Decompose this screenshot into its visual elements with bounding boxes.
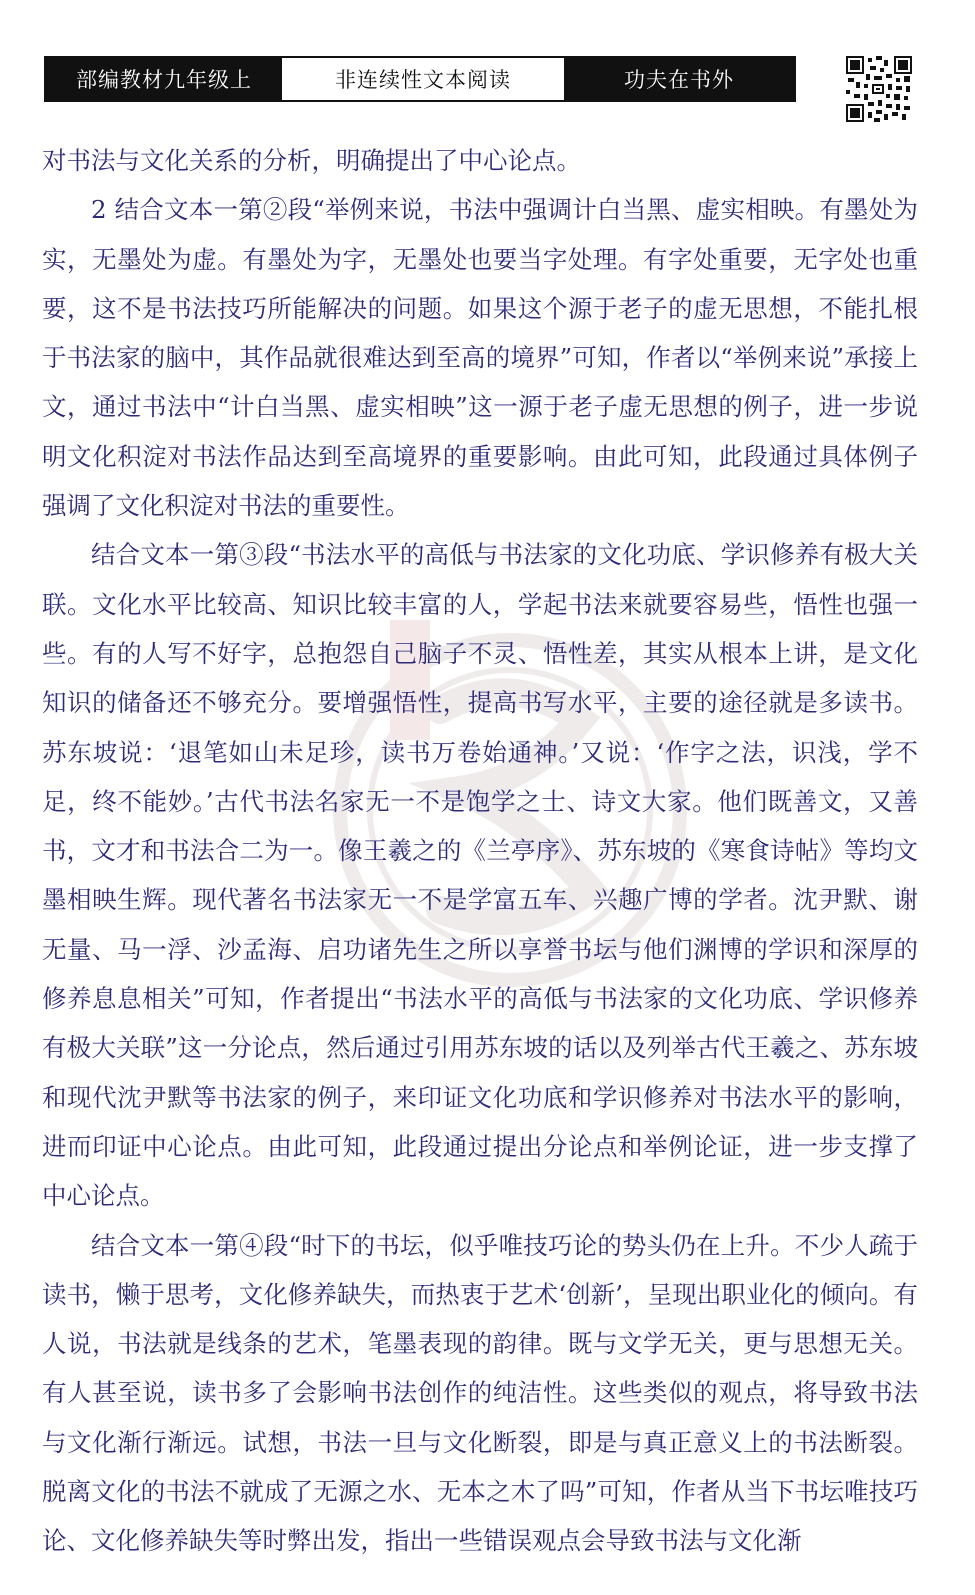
paragraph-1: 对书法与文化关系的分析，明确提出了中心论点。 [42,146,581,175]
header-topic-label: 非连续性文本阅读 [282,58,564,100]
header-title-label: 功夫在书外 [564,58,794,100]
paragraph-2: 2 结合文本一第②段“举例来说，书法中强调计白当黑、虚实相映。有墨处为实，无墨处为虚。有墨处为字，无墨处也要当字处理。有字处重要，无字处也重要，这不是书法技巧所能解决的问题。如果这个源于老子的虚无思想，不能扎根于书法家的脑中，其作品就很难达到至高的境界”可知，作者以“举例来说”承接上文，通过书法中“计白当黑、虚实相映”这一源于老子虚无思想的例子，进一步说明文化积淀对书法作品达到至高境界的重要影响。由此可知，此段通过具体例子强调了文化积淀对书法的重要性。 [42,195,918,521]
paragraph-4: 结合文本一第④段“时下的书坛，似乎唯技巧论的势头仍在上升。不少人疏于读书，懒于思考，文化修养缺失，而热衷于艺术‘创新’，呈现出职业化的倾向。有人说，书法就是线条的艺术，笔墨表现的韵律。既与文学无关，更与思想无关。有人甚至说，读书多了会影响书法创作的纯洁性。这些类似的观点，将导致书法与文化渐行渐远。试想，书法一旦与文化断裂，即是与真正意义上的书法断裂。脱离文化的书法不就成了无源之水、无本之木了吗”可知，作者从当下书坛唯技巧论、文化修养缺失等时弊出发，指出一些错误观点会导致书法与文化渐 [42,1230,918,1556]
paragraph-3: 结合文本一第③段“书法水平的高低与书法家的文化功底、学识修养有极大关联。文化水平比较高、知识比较丰富的人，学起书法来就要容易些，悟性也强一些。有的人写不好字，总抱怨自己脑子不灵、悟性差，其实从根本上讲，是文化知识的储备还不够充分。要增强悟性，提高书写水平，主要的途径就是多读书。苏东坡说：‘退笔如山未足珍，读书万卷始通神。’又说：‘作字之法，识浅，学不足，终不能妙。’古代书法名家无一不是饱学之士、诗文大家。他们既善文，又善书，文才和书法合二为一。像王羲之的《兰亭序》、苏东坡的《寒食诗帖》等均文墨相映生辉。现代著名书法家无一不是学富五车、兴趣广博的学者。沈尹默、谢无量、马一浮、沙孟海、启功诸先生之所以享誉书坛与他们渊博的学识和深厚的修养息息相关”可知，作者提出“书法水平的高低与书法家的文化功底、学识修养有极大关联”这一分论点，然后通过引用苏东坡的话以及列举古代王羲之、苏东坡和现代沈尹默等书法家的例子，来印证文化功底和学识修养对书法水平的影响，进而印证中心论点。由此可知，此段通过提出分论点和举例论证，进一步支撑了中心论点。 [42,540,918,1211]
header-grade-label: 部编教材九年级上 [46,58,282,100]
header-bar [44,56,796,102]
article-body [42,136,918,1566]
qr-code-icon [846,56,912,122]
